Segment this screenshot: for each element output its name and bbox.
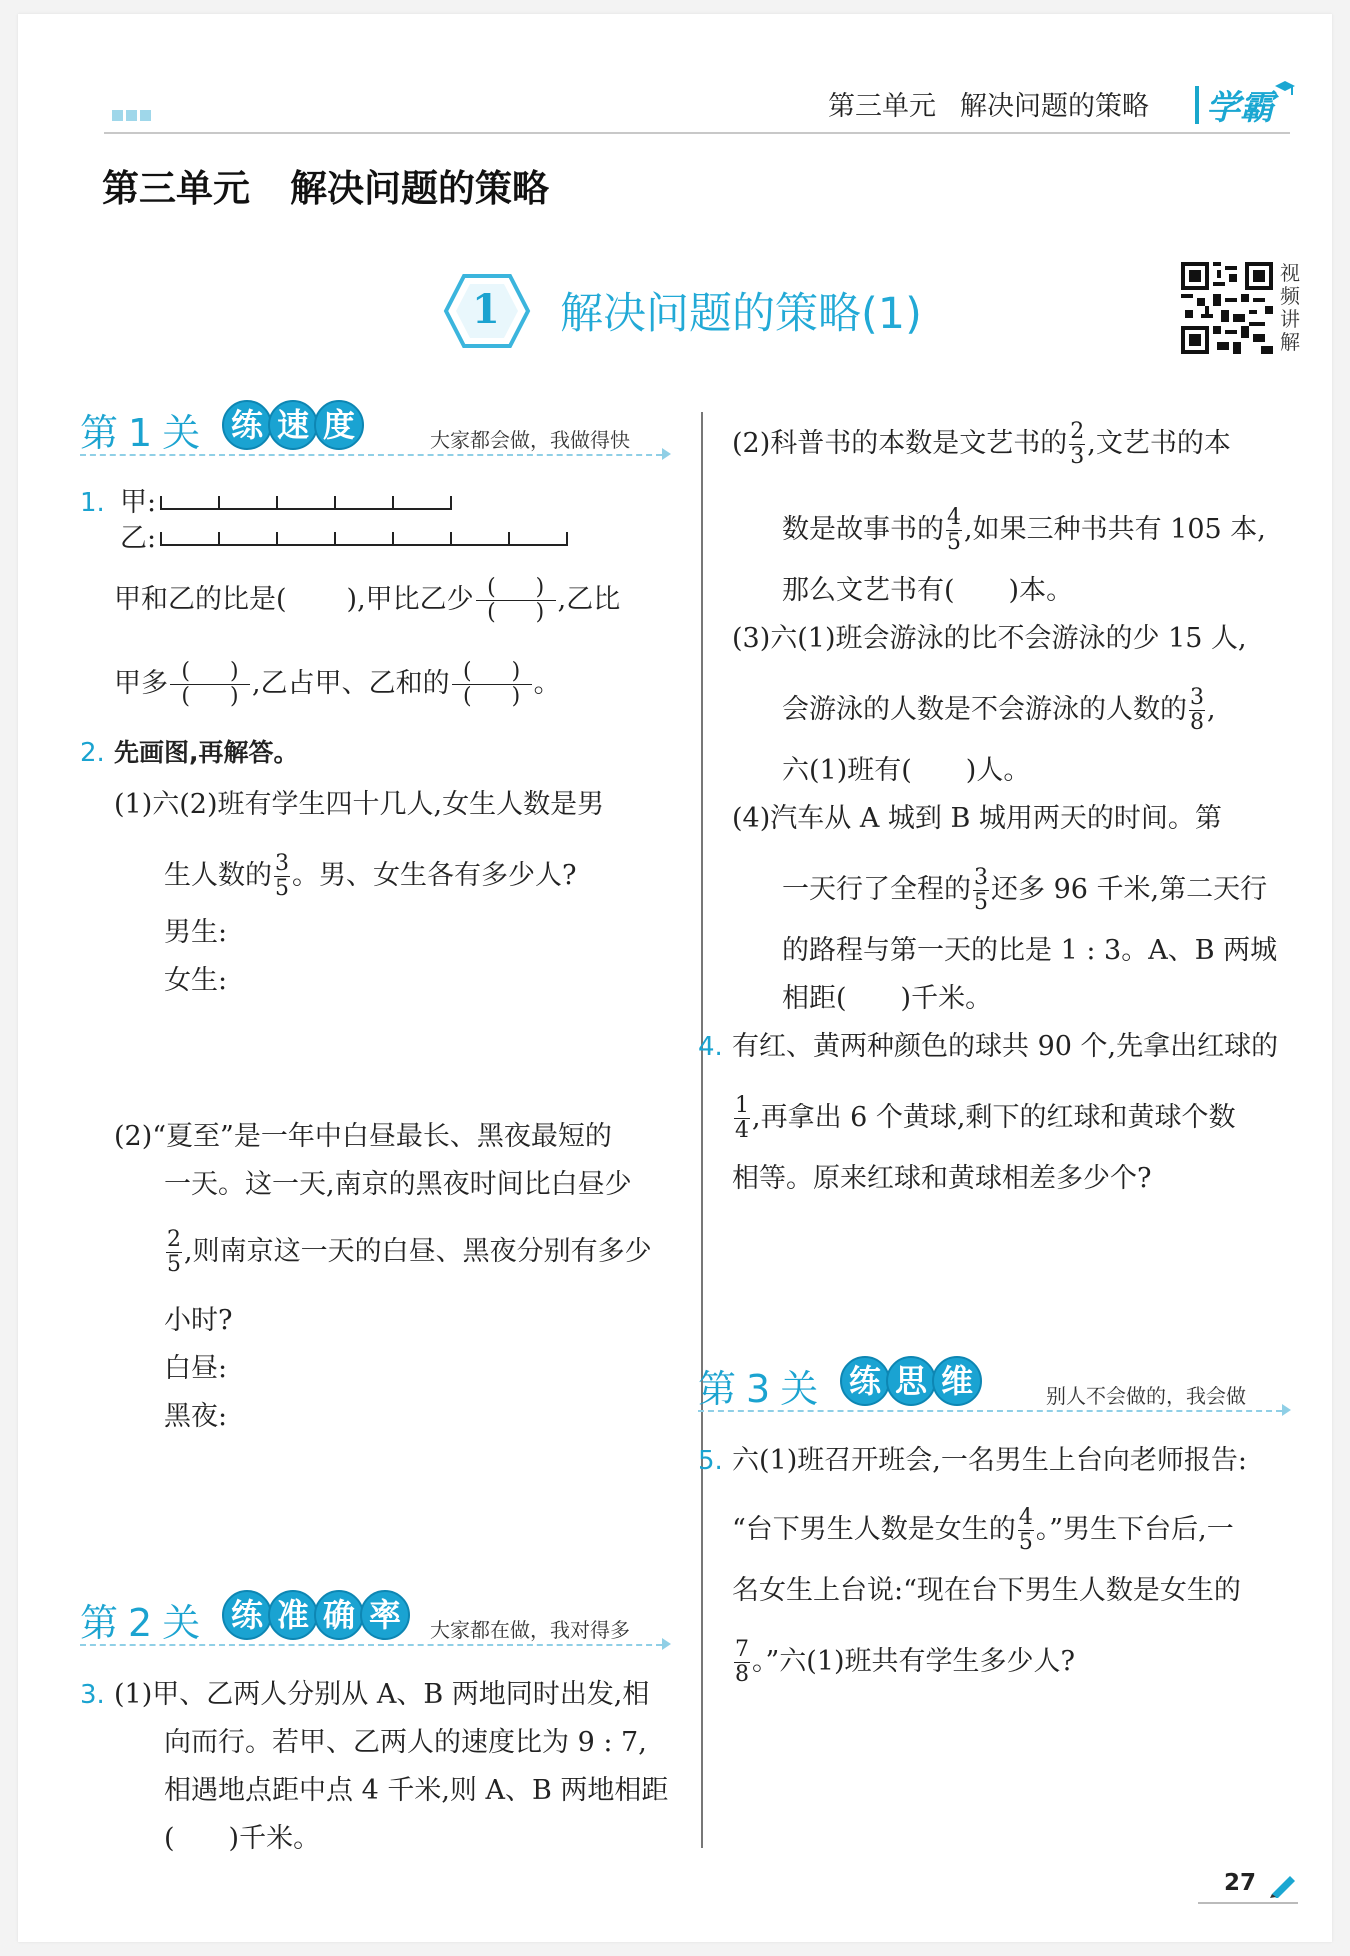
brand-text: 学霸 <box>1206 88 1274 128</box>
pill-char: 练 <box>222 1590 272 1640</box>
question-2-number: 2. <box>80 738 105 768</box>
q3-p1-line-2: 向而行。若甲、乙两人的速度比为 9 : 7, <box>164 1727 647 1758</box>
q5-line-4 <box>732 1638 1075 1687</box>
q3-p2-line-2 <box>782 506 1266 555</box>
question-4-number: 4. <box>698 1032 723 1062</box>
q3-p4-line-4[interactable]: 相距( )千米。 <box>782 983 993 1014</box>
paren: ( <box>181 659 190 684</box>
q5-line-1: 六(1)班召开班会,一名男生上台向老师报告: <box>732 1445 1247 1476</box>
q2-text: 生人数的 <box>164 860 272 891</box>
fraction <box>166 1228 182 1277</box>
section-2-label <box>80 1592 200 1647</box>
q1-text: ),甲比乙少 <box>346 584 474 615</box>
header-decoration <box>112 106 154 125</box>
lesson-number: 1 <box>472 286 500 333</box>
fraction <box>1189 686 1205 735</box>
numerator: 2 <box>1070 419 1085 444</box>
question-1-number: 1. <box>80 488 105 518</box>
q3-p2-line-1 <box>732 420 1231 469</box>
graduation-cap-icon <box>1274 80 1296 100</box>
section-label-suffix: 关 <box>162 411 201 455</box>
q3-text: ,如果三种书共有 105 本, <box>964 514 1266 545</box>
answer-blank-fraction[interactable] <box>476 576 556 625</box>
qr-label-char: 解 <box>1280 330 1300 354</box>
header-rule <box>104 132 1290 134</box>
q4-line-1: 有红、黄两种颜色的球共 90 个,先拿出红球的 <box>732 1031 1279 1062</box>
section-1-underline <box>80 454 662 456</box>
pill-char: 练 <box>222 400 272 450</box>
paren: ) <box>511 684 521 709</box>
pill-char: 准 <box>268 1590 318 1640</box>
q5-text: 。”六(1)班共有学生多少人? <box>752 1646 1076 1677</box>
question-3-number: 3. <box>80 1680 105 1710</box>
answer-label-day: 白昼: <box>164 1353 228 1384</box>
denominator: 5 <box>275 876 289 901</box>
section-3-slogan: 别人不会做的，我会做 <box>1046 1384 1246 1408</box>
q3-p1-line-4[interactable]: ( )千米。 <box>164 1823 321 1854</box>
section-1-arrow-icon <box>662 448 671 460</box>
numerator: 3 <box>275 851 289 876</box>
q4-text: ,再拿出 6 个黄球,剩下的红球和黄球个数 <box>752 1102 1236 1133</box>
q2-text: 。男、女生各有多少人? <box>292 860 577 891</box>
paren: ( <box>463 659 472 684</box>
qr-label-char: 视 <box>1280 261 1300 285</box>
q3-text: 会游泳的人数是不会游泳的人数的 <box>782 694 1187 725</box>
q3-p4-line-3: 的路程与第一天的比是 1 : 3。A、B 两城 <box>782 935 1278 966</box>
fraction <box>274 852 290 901</box>
pill-char: 思 <box>886 1356 936 1406</box>
section-1-label <box>80 402 200 457</box>
q5-line-2 <box>732 1506 1234 1555</box>
q3-p1-line-1: (1)甲、乙两人分别从 A、B 两地同时出发,相 <box>114 1679 650 1710</box>
section-1-pill <box>222 400 360 450</box>
denominator: 3 <box>1070 444 1085 469</box>
q2-p2-line-1: (2)“夏至”是一年中白昼最长、黑夜最短的 <box>114 1121 612 1152</box>
section-label-suffix: 关 <box>780 1367 819 1411</box>
fraction <box>973 866 989 915</box>
qr-code-icon[interactable] <box>1181 262 1273 354</box>
q1-line-1 <box>114 576 620 625</box>
q2-p1-line-2 <box>164 852 576 901</box>
running-header <box>828 84 1149 123</box>
question-5-number: 5. <box>698 1446 723 1476</box>
numerator: 2 <box>167 1227 181 1252</box>
section-2-arrow-icon <box>662 1638 671 1650</box>
q1-text: ,乙比 <box>557 584 621 615</box>
q3-p2-line-3[interactable]: 那么文艺书有( )本。 <box>782 575 1074 606</box>
q1-text: 甲多 <box>114 668 168 699</box>
question-2-title: 先画图,再解答。 <box>114 738 299 767</box>
section-label-prefix: 第 <box>80 1601 119 1645</box>
segment-jia-label: 甲: <box>120 487 157 518</box>
numerator: 3 <box>974 865 988 890</box>
section-label-prefix: 第 <box>80 411 119 455</box>
q3-p4-line-1: (4)汽车从 A 城到 B 城用两天的时间。第 <box>732 803 1222 834</box>
page-number: 27 <box>1224 1870 1257 1896</box>
section-2-pill <box>222 1590 406 1640</box>
column-divider <box>701 412 703 1848</box>
numerator: 4 <box>1018 1505 1033 1530</box>
section-2-slogan: 大家都在做，我对得多 <box>430 1618 630 1642</box>
section-label-number: 3 <box>746 1367 771 1411</box>
q3-p3-line-1: (3)六(1)班会游泳的比不会游泳的少 15 人, <box>732 623 1247 654</box>
qr-label-char: 讲 <box>1280 307 1300 331</box>
pill-char: 率 <box>360 1590 410 1640</box>
section-3-pill <box>840 1356 978 1406</box>
header-separator <box>1195 86 1199 124</box>
section-1-slogan: 大家都会做，我做得快 <box>430 428 630 452</box>
paren: ) <box>230 684 239 709</box>
q4-line-3: 相等。原来红球和黄球相差多少个? <box>732 1163 1152 1194</box>
q4-line-2 <box>732 1094 1236 1143</box>
workbook-page <box>18 14 1332 1942</box>
paren: ( <box>487 575 496 600</box>
numerator: 4 <box>947 505 961 530</box>
q3-p1-line-3: 相遇地点距中点 4 千米,则 A、B 两地相距 <box>164 1775 669 1806</box>
answer-label-boys: 男生: <box>164 917 228 948</box>
fraction <box>734 1638 750 1687</box>
denominator: 8 <box>735 1662 749 1687</box>
section-label-number: 2 <box>128 1601 153 1645</box>
answer-label-girls: 女生: <box>164 965 228 996</box>
paren: ( <box>463 684 472 709</box>
numerator: 1 <box>735 1093 749 1118</box>
q3-text: ,文艺书的本 <box>1087 428 1231 459</box>
section-label-prefix: 第 <box>698 1367 737 1411</box>
q3-p4-line-2 <box>782 866 1267 915</box>
answer-blank-fraction[interactable] <box>170 660 250 709</box>
denominator: 5 <box>947 530 961 555</box>
denominator: 8 <box>1190 710 1204 735</box>
segment-jia <box>160 496 452 510</box>
q3-text: 还多 96 千米,第二天行 <box>991 874 1268 905</box>
segment-yi <box>160 532 568 546</box>
answer-blank-fraction[interactable] <box>452 660 532 709</box>
section-3-underline <box>698 1410 1282 1412</box>
q2-p2-line-3 <box>164 1228 652 1277</box>
q1-line-2 <box>114 660 561 709</box>
pill-char: 练 <box>840 1356 890 1406</box>
paren: ) <box>511 659 521 684</box>
numerator: 7 <box>735 1637 749 1662</box>
q3-p3-line-2 <box>782 686 1216 735</box>
paren: ) <box>230 659 239 684</box>
q2-p2-line-4: 小时? <box>164 1305 233 1336</box>
brand-logo <box>1206 80 1296 129</box>
paren: ( <box>181 684 190 709</box>
pill-char: 确 <box>314 1590 364 1640</box>
qr-label-char: 频 <box>1280 284 1300 308</box>
paren: ( <box>487 600 496 625</box>
q2-p2-line-2: 一天。这一天,南京的黑夜时间比白昼少 <box>164 1169 632 1200</box>
section-2-underline <box>80 1644 662 1646</box>
section-label-suffix: 关 <box>162 1601 201 1645</box>
answer-label-night: 黑夜: <box>164 1401 228 1432</box>
q2-p1-line-1: (1)六(2)班有学生四十几人,女生人数是男 <box>114 789 605 820</box>
q3-text: , <box>1207 694 1216 725</box>
q3-text: (2)科普书的本数是文艺书的 <box>732 428 1068 459</box>
page-number-rule <box>1198 1902 1298 1904</box>
unit-title <box>102 158 549 212</box>
q3-text: 一天行了全程的 <box>782 874 971 905</box>
section-label-number: 1 <box>128 411 153 455</box>
unit-title-topic: 解决问题的策略 <box>290 167 549 210</box>
denominator: 5 <box>167 1252 181 1277</box>
q5-text: 。”男生下台后,一 <box>1035 1514 1234 1545</box>
q1-text: 。 <box>533 668 561 699</box>
qr-label <box>1280 262 1304 354</box>
pencil-icon <box>1268 1872 1298 1898</box>
q3-p3-line-3[interactable]: 六(1)班有( )人。 <box>782 755 1031 786</box>
denominator: 5 <box>1018 1530 1033 1555</box>
q5-text: “台下男生人数是女生的 <box>732 1514 1016 1545</box>
denominator: 5 <box>974 890 988 915</box>
q1-text: ,乙占甲、乙和的 <box>252 668 450 699</box>
header-unit: 第三单元 <box>828 91 936 122</box>
fraction <box>1069 420 1085 469</box>
numerator: 3 <box>1190 685 1204 710</box>
paren: ) <box>535 575 545 600</box>
lesson-title: 解决问题的策略(1) <box>560 289 922 339</box>
pill-char: 速 <box>268 400 318 450</box>
fraction <box>734 1094 750 1143</box>
q5-line-3: 名女生上台说:“现在台下男生人数是女生的 <box>732 1575 1241 1606</box>
pill-char: 度 <box>314 400 364 450</box>
denominator: 4 <box>735 1118 749 1143</box>
fraction <box>1018 1506 1034 1555</box>
header-topic: 解决问题的策略 <box>960 91 1149 122</box>
section-3-arrow-icon <box>1282 1404 1291 1416</box>
q3-text: 数是故事书的 <box>782 514 944 545</box>
q1-text: 甲和乙的比是( <box>114 584 287 615</box>
segment-yi-label: 乙: <box>120 523 157 554</box>
unit-title-unit: 第三单元 <box>102 167 250 210</box>
fraction <box>946 506 962 555</box>
pill-char: 维 <box>932 1356 982 1406</box>
q2-text: ,则南京这一天的白昼、黑夜分别有多少 <box>184 1236 652 1267</box>
section-3-label <box>698 1358 818 1413</box>
paren: ) <box>535 600 545 625</box>
